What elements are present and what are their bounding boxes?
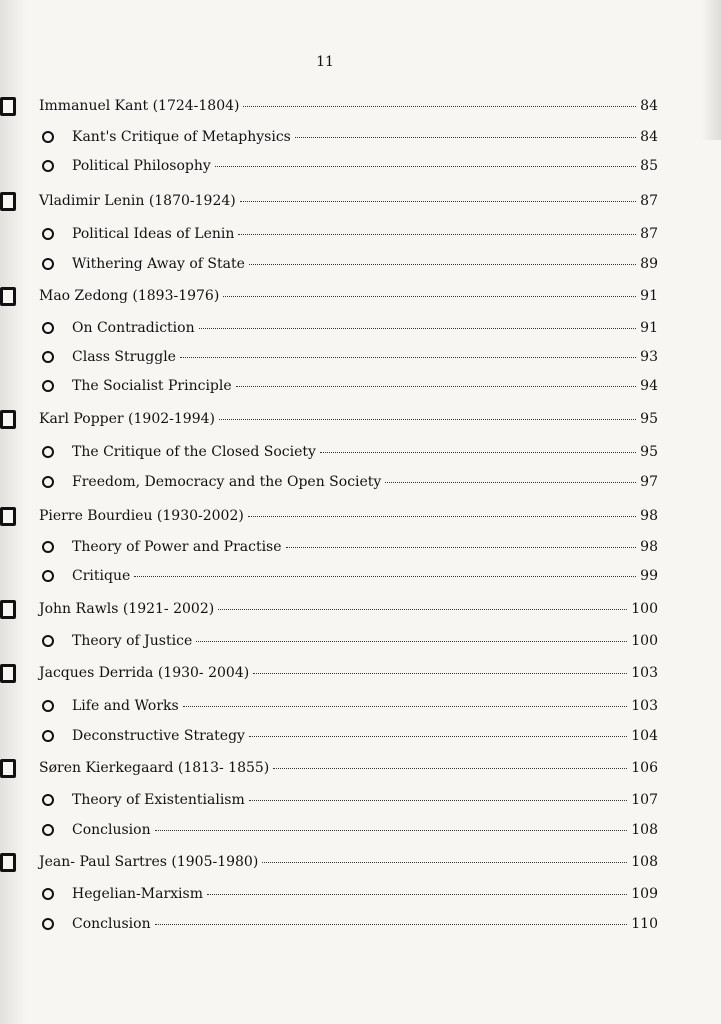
entry-title: Critique — [72, 568, 131, 584]
dot-leader — [155, 830, 628, 831]
dot-leader — [219, 419, 636, 420]
entry-page-number: 84 — [640, 129, 658, 145]
toc-section-entry — [0, 316, 721, 340]
entry-title: The Socialist Principle — [72, 378, 232, 394]
entry-title: Theory of Existentialism — [72, 792, 245, 808]
entry-title: Vladimir Lenin (1870-1924) — [39, 193, 236, 209]
circle-bullet-icon — [42, 160, 54, 172]
entry-title: Mao Zedong (1893-1976) — [39, 288, 220, 304]
toc-chapter-entry — [0, 94, 721, 118]
entry-page-number: 103 — [631, 665, 658, 681]
entry-title: Withering Away of State — [72, 256, 245, 272]
toc-chapter-entry — [0, 597, 721, 621]
scan-shadow-right — [701, 0, 721, 140]
dot-leader — [286, 547, 637, 548]
dot-leader — [249, 264, 636, 265]
entry-title: Søren Kierkegaard (1813- 1855) — [39, 760, 270, 776]
entry-page-number: 107 — [631, 792, 658, 808]
page-number: 11 — [316, 54, 334, 70]
circle-bullet-icon — [42, 228, 54, 240]
dot-leader — [155, 924, 628, 925]
entry-title: Political Ideas of Lenin — [72, 226, 235, 242]
entry-page-number: 106 — [631, 760, 658, 776]
entry-title: Deconstructive Strategy — [72, 728, 245, 744]
toc-chapter-entry — [0, 661, 721, 685]
entry-title: Immanuel Kant (1724-1804) — [39, 98, 240, 114]
dot-leader — [273, 768, 627, 769]
toc-chapter-entry — [0, 850, 721, 874]
dot-leader — [207, 894, 627, 895]
circle-bullet-icon — [42, 570, 54, 582]
toc-section-entry — [0, 345, 721, 369]
entry-title: Hegelian-Marxism — [72, 886, 203, 902]
circle-bullet-icon — [42, 700, 54, 712]
dot-leader — [180, 357, 636, 358]
toc-section-entry — [0, 629, 721, 653]
square-bullet-icon — [0, 664, 16, 683]
entry-page-number: 91 — [640, 320, 658, 336]
entry-page-number: 97 — [640, 474, 658, 490]
entry-title: Kant's Critique of Metaphysics — [72, 129, 291, 145]
entry-page-number: 91 — [640, 288, 658, 304]
dot-leader — [385, 482, 636, 483]
entry-page-number: 100 — [631, 601, 658, 617]
toc-chapter-entry — [0, 756, 721, 780]
entry-page-number: 103 — [631, 698, 658, 714]
toc-section-entry — [0, 374, 721, 398]
entry-page-number: 100 — [631, 633, 658, 649]
dot-leader — [249, 736, 627, 737]
circle-bullet-icon — [42, 258, 54, 270]
entry-page-number: 98 — [640, 508, 658, 524]
dot-leader — [199, 328, 637, 329]
entry-page-number: 87 — [640, 193, 658, 209]
toc-section-entry — [0, 882, 721, 906]
dot-leader — [223, 296, 636, 297]
toc-section-entry — [0, 440, 721, 464]
toc-section-entry — [0, 912, 721, 936]
entry-title: Theory of Justice — [72, 633, 193, 649]
entry-page-number: 95 — [640, 444, 658, 460]
circle-bullet-icon — [42, 794, 54, 806]
entry-page-number: 93 — [640, 349, 658, 365]
entry-title: Jacques Derrida (1930- 2004) — [39, 665, 250, 681]
dot-leader — [236, 386, 637, 387]
entry-title: Theory of Power and Practise — [72, 539, 282, 555]
entry-page-number: 87 — [640, 226, 658, 242]
dot-leader — [320, 452, 636, 453]
toc-section-entry — [0, 694, 721, 718]
circle-bullet-icon — [42, 476, 54, 488]
entry-page-number: 99 — [640, 568, 658, 584]
entry-page-number: 89 — [640, 256, 658, 272]
toc-section-entry — [0, 154, 721, 178]
entry-title: Karl Popper (1902-1994) — [39, 411, 215, 427]
toc-section-entry — [0, 535, 721, 559]
entry-page-number: 108 — [631, 854, 658, 870]
entry-title: Political Philosophy — [72, 158, 211, 174]
circle-bullet-icon — [42, 824, 54, 836]
toc-chapter-entry — [0, 504, 721, 528]
entry-page-number: 108 — [631, 822, 658, 838]
entry-title: On Contradiction — [72, 320, 195, 336]
dot-leader — [248, 516, 636, 517]
circle-bullet-icon — [42, 131, 54, 143]
toc-section-entry — [0, 470, 721, 494]
square-bullet-icon — [0, 97, 16, 116]
toc-section-entry — [0, 125, 721, 149]
dot-leader — [218, 609, 627, 610]
entry-title: John Rawls (1921- 2002) — [39, 601, 215, 617]
entry-page-number: 95 — [640, 411, 658, 427]
circle-bullet-icon — [42, 351, 54, 363]
entry-page-number: 110 — [631, 916, 658, 932]
dot-leader — [262, 862, 627, 863]
entry-page-number: 104 — [631, 728, 658, 744]
square-bullet-icon — [0, 759, 16, 778]
dot-leader — [183, 706, 628, 707]
dot-leader — [215, 166, 636, 167]
entry-page-number: 94 — [640, 378, 658, 394]
entry-title: Life and Works — [72, 698, 179, 714]
entry-title: Class Struggle — [72, 349, 176, 365]
toc-chapter-entry — [0, 407, 721, 431]
entry-title: Pierre Bourdieu (1930-2002) — [39, 508, 244, 524]
entry-page-number: 98 — [640, 539, 658, 555]
square-bullet-icon — [0, 600, 16, 619]
toc-section-entry — [0, 564, 721, 588]
entry-page-number: 84 — [640, 98, 658, 114]
circle-bullet-icon — [42, 635, 54, 647]
toc-section-entry — [0, 788, 721, 812]
dot-leader — [196, 641, 627, 642]
toc-chapter-entry — [0, 189, 721, 213]
dot-leader — [253, 673, 627, 674]
dot-leader — [249, 800, 628, 801]
dot-leader — [238, 234, 636, 235]
circle-bullet-icon — [42, 730, 54, 742]
square-bullet-icon — [0, 287, 16, 306]
circle-bullet-icon — [42, 918, 54, 930]
circle-bullet-icon — [42, 380, 54, 392]
dot-leader — [243, 106, 636, 107]
circle-bullet-icon — [42, 446, 54, 458]
toc-section-entry — [0, 818, 721, 842]
square-bullet-icon — [0, 853, 16, 872]
dot-leader — [295, 137, 636, 138]
circle-bullet-icon — [42, 541, 54, 553]
entry-title: Conclusion — [72, 916, 151, 932]
square-bullet-icon — [0, 507, 16, 526]
dot-leader — [240, 201, 636, 202]
square-bullet-icon — [0, 192, 16, 211]
toc-chapter-entry — [0, 284, 721, 308]
entry-page-number: 85 — [640, 158, 658, 174]
entry-page-number: 109 — [631, 886, 658, 902]
toc-section-entry — [0, 724, 721, 748]
dot-leader — [134, 576, 636, 577]
entry-title: The Critique of the Closed Society — [72, 444, 316, 460]
circle-bullet-icon — [42, 888, 54, 900]
toc-section-entry — [0, 252, 721, 276]
entry-title: Conclusion — [72, 822, 151, 838]
entry-title: Freedom, Democracy and the Open Society — [72, 474, 382, 490]
circle-bullet-icon — [42, 322, 54, 334]
entry-title: Jean- Paul Sartres (1905-1980) — [39, 854, 259, 870]
square-bullet-icon — [0, 410, 16, 429]
toc-section-entry — [0, 222, 721, 246]
